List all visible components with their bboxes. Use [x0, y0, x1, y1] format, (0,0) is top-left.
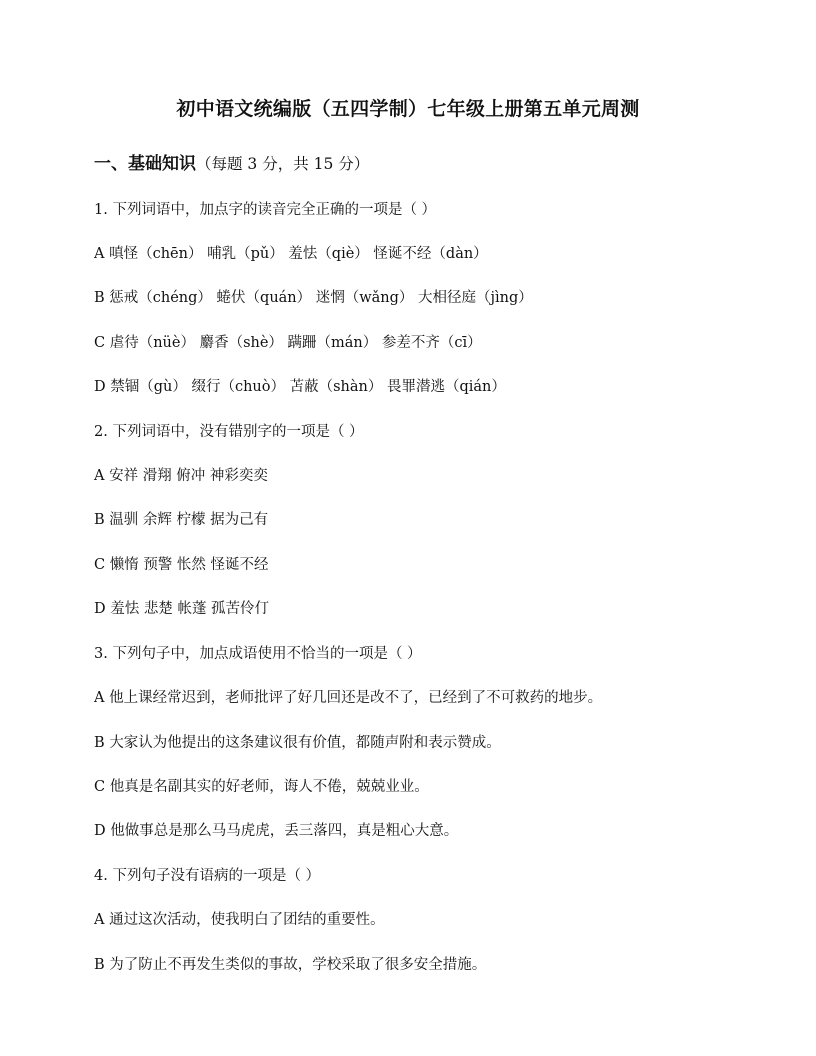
question-3-option-d: D 他做事总是那么马马虎虎，丢三落四，真是粗心大意。 — [94, 823, 459, 839]
section-heading — [94, 149, 369, 174]
question-2-stem: 2. 下列词语中，没有错别字的一项是（ ） — [94, 424, 364, 440]
question-3-option-b: B 大家认为他提出的这条建议很有价值，都随声附和表示赞成。 — [94, 735, 501, 751]
question-3-stem: 3. 下列句子中，加点成语使用不恰当的一项是（ ） — [94, 646, 422, 662]
question-3-option-c: C 他真是名副其实的好老师，诲人不倦，兢兢业业。 — [94, 779, 429, 795]
question-2-option-c: C 懒惰 预警 怅然 怪诞不经 — [94, 557, 269, 573]
question-2-option-d: D 羞怯 悲楚 帐蓬 孤苦伶仃 — [94, 601, 270, 617]
question-4-option-b: B 为了防止不再发生类似的事故，学校采取了很多安全措施。 — [94, 957, 487, 973]
question-1-option-d: D 禁锢（gù） 缀行（chuò） 苫蔽（shàn） 畏罪潜逃（qián） — [94, 379, 506, 395]
question-1-option-b: B 惩戒（chéng） 蜷伏（quán） 迷惘（wǎng） 大相径庭（jìng） — [94, 290, 533, 306]
question-2-option-b: B 温驯 余辉 柠檬 据为己有 — [94, 512, 269, 528]
question-3-option-a: A 他上课经常迟到，老师批评了好几回还是改不了，已经到了不可救药的地步。 — [94, 690, 603, 706]
question-1-option-a: A 嗔怪（chēn） 哺乳（pǔ） 羞怯（qiè） 怪诞不经（dàn） — [94, 246, 488, 262]
question-4-option-a: A 通过这次活动，使我明白了团结的重要性。 — [94, 912, 385, 928]
section-points: （每题 3 分，共 15 分） — [196, 155, 370, 173]
question-2-option-a: A 安祥 滑翔 俯冲 神彩奕奕 — [94, 468, 268, 484]
question-1-option-c: C 虐待（nüè） 麝香（shè） 蹒跚（mán） 参差不齐（cī） — [94, 335, 482, 351]
page-title: 初中语文统编版（五四学制）七年级上册第五单元周测 — [176, 98, 640, 120]
question-4-stem: 4. 下列句子没有语病的一项是（ ） — [94, 868, 321, 884]
section-heading-label: 一、基础知识 — [94, 154, 196, 174]
question-1-stem: 1. 下列词语中，加点字的读音完全正确的一项是（ ） — [94, 202, 437, 218]
